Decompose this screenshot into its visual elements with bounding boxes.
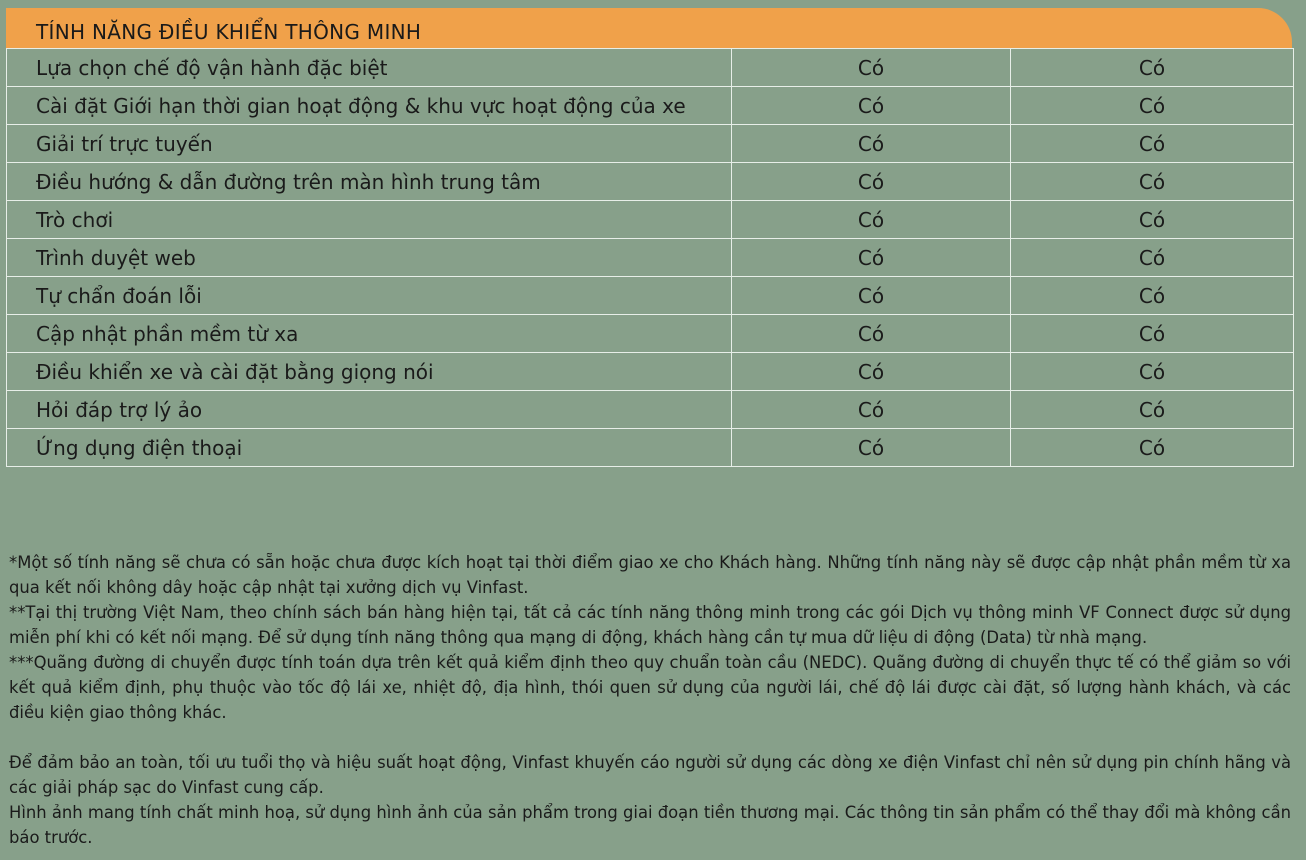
feature-value-col1: Có [732, 277, 1011, 315]
feature-value-col2: Có [1011, 315, 1294, 353]
table-row [7, 201, 1294, 239]
feature-name: Điều hướng & dẫn đường trên màn hình trung tâm [7, 163, 732, 201]
feature-value-col2: Có [1011, 49, 1294, 87]
footnote-1: *Một số tính năng sẽ chưa có sẵn hoặc chưa được kích hoạt tại thời điểm giao xe cho Khách hàng. Những tính năng này sẽ được cập nhật phần mềm từ xa qua kết nối không dây hoặc cập nhật tại xưởng dịch vụ Vinfast. [9, 553, 1291, 597]
table-row [7, 49, 1294, 87]
footnote-2: **Tại thị trường Việt Nam, theo chính sách bán hàng hiện tại, tất cả các tính năng thông minh trong các gói Dịch vụ thông minh VF Connect được sử dụng miễn phí khi có kết nối mạng. Để sử dụng tính năng thông qua mạng di động, khách hàng cần tự mua dữ liệu di động (Data) từ nhà mạng. [9, 603, 1291, 647]
section-title: TÍNH NĂNG ĐIỀU KHIỂN THÔNG MINH [36, 20, 422, 44]
feature-name: Cài đặt Giới hạn thời gian hoạt động & khu vực hoạt động của xe [7, 87, 732, 125]
table-row [7, 353, 1294, 391]
feature-value-col2: Có [1011, 429, 1294, 467]
feature-value-col1: Có [732, 163, 1011, 201]
feature-name: Hỏi đáp trợ lý ảo [7, 391, 732, 429]
feature-value-col1: Có [732, 429, 1011, 467]
table-row [7, 239, 1294, 277]
table-row [7, 87, 1294, 125]
feature-value-col2: Có [1011, 353, 1294, 391]
feature-value-col2: Có [1011, 201, 1294, 239]
feature-value-col1: Có [732, 87, 1011, 125]
feature-value-col2: Có [1011, 125, 1294, 163]
table-row [7, 163, 1294, 201]
feature-name: Trình duyệt web [7, 239, 732, 277]
feature-value-col1: Có [732, 353, 1011, 391]
feature-value-col1: Có [732, 125, 1011, 163]
feature-name: Điều khiển xe và cài đặt bằng giọng nói [7, 353, 732, 391]
feature-name: Lựa chọn chế độ vận hành đặc biệt [7, 49, 732, 87]
footnotes [9, 550, 1291, 850]
feature-value-col1: Có [732, 239, 1011, 277]
feature-name: Tự chẩn đoán lỗi [7, 277, 732, 315]
table-row [7, 315, 1294, 353]
feature-value-col1: Có [732, 49, 1011, 87]
feature-value-col1: Có [732, 315, 1011, 353]
feature-value-col1: Có [732, 201, 1011, 239]
feature-name: Giải trí trực tuyến [7, 125, 732, 163]
feature-value-col2: Có [1011, 391, 1294, 429]
features-table [6, 48, 1294, 467]
feature-value-col2: Có [1011, 239, 1294, 277]
table-row [7, 277, 1294, 315]
table-row [7, 391, 1294, 429]
feature-value-col2: Có [1011, 277, 1294, 315]
feature-name: Cập nhật phần mềm từ xa [7, 315, 732, 353]
disclaimer-battery: Để đảm bảo an toàn, tối ưu tuổi thọ và hiệu suất hoạt động, Vinfast khuyến cáo người sử dụng các dòng xe điện Vinfast chỉ nên sử dụng pin chính hãng và các giải pháp sạc do Vinfast cung cấp. [9, 753, 1291, 797]
footnote-3: ***Quãng đường di chuyển được tính toán dựa trên kết quả kiểm định theo quy chuẩn toàn cầu (NEDC). Quãng đường di chuyển thực tế có thể giảm so với kết quả kiểm định, phụ thuộc vào tốc độ lái xe, nhiệt độ, địa hình, thói quen sử dụng của người lái, chế độ lái được cài đặt, số lượng hành khách, và các điều kiện giao thông khác. [9, 653, 1291, 722]
feature-name: Ứng dụng điện thoại [7, 429, 732, 467]
table-row [7, 429, 1294, 467]
feature-name: Trò chơi [7, 201, 732, 239]
table-row [7, 125, 1294, 163]
feature-value-col1: Có [732, 391, 1011, 429]
disclaimer-images: Hình ảnh mang tính chất minh hoạ, sử dụng hình ảnh của sản phẩm trong giai đoạn tiền thương mại. Các thông tin sản phẩm có thể thay đổi mà không cần báo trước. [9, 803, 1291, 847]
section-header [6, 8, 1292, 48]
feature-value-col2: Có [1011, 163, 1294, 201]
feature-value-col2: Có [1011, 87, 1294, 125]
